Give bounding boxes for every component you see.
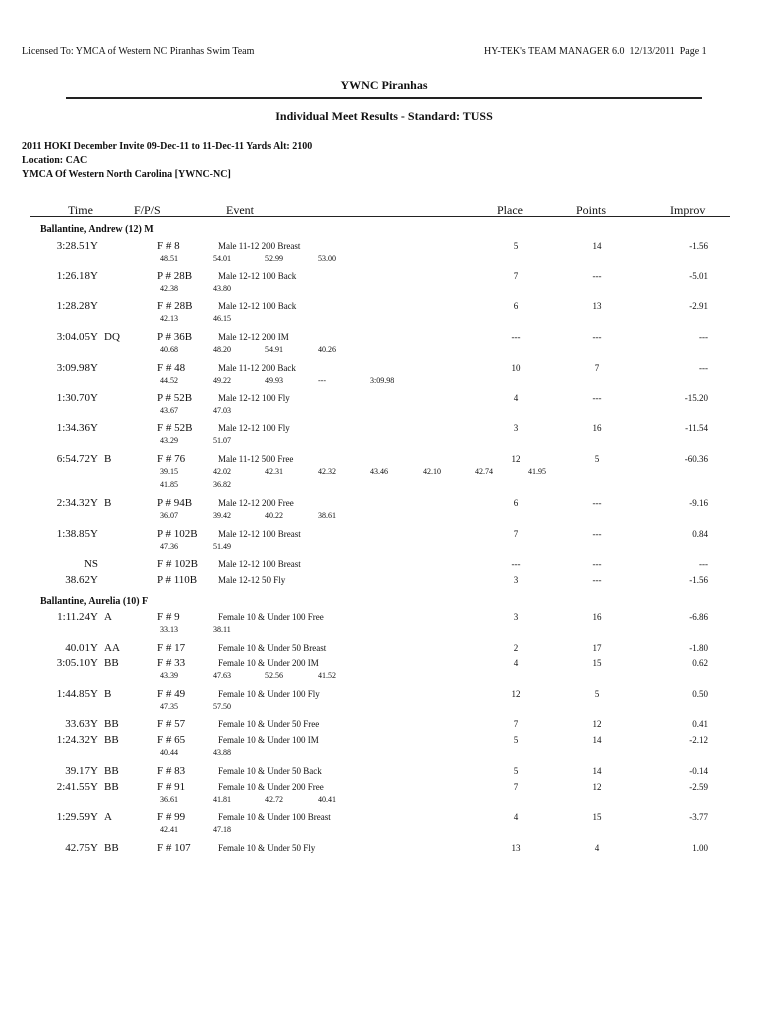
- result-time: 2:34.32Y: [56, 497, 98, 509]
- result-points: ---: [592, 271, 602, 281]
- result-standard: A: [104, 611, 112, 623]
- result-points: 16: [592, 612, 602, 622]
- split-time: 43.29: [160, 436, 178, 445]
- split-time: 44.52: [160, 376, 178, 385]
- split-time: 40.44: [160, 748, 178, 757]
- result-time: 1:28.28Y: [56, 300, 98, 312]
- result-event: Male 12-12 100 Breast: [218, 529, 301, 539]
- result-standard: BB: [104, 734, 119, 746]
- result-event: Female 10 & Under 200 Free: [218, 782, 324, 792]
- result-event: Female 10 & Under 100 Fly: [218, 689, 320, 699]
- split-time: 47.63: [213, 671, 231, 680]
- result-points: 15: [592, 658, 602, 668]
- split-time: 51.49: [213, 542, 231, 551]
- result-improvement: -60.36: [684, 454, 708, 464]
- result-points: 4: [594, 843, 600, 853]
- result-place: 2: [513, 643, 519, 653]
- page-title: YWNC Piranhas: [340, 78, 428, 92]
- result-improvement: -9.16: [689, 498, 708, 508]
- result-time: 6:54.72Y: [56, 453, 98, 465]
- split-time: ---: [318, 376, 326, 385]
- col-improv: Improv: [670, 203, 706, 217]
- result-place: 12: [511, 689, 521, 699]
- split-time: 42.72: [265, 795, 283, 804]
- result-place: 3: [513, 612, 519, 622]
- result-time: 1:34.36Y: [56, 422, 98, 434]
- result-time: 1:29.59Y: [56, 811, 98, 823]
- result-improvement: 1.00: [692, 843, 708, 853]
- split-time: 42.38: [160, 284, 178, 293]
- split-time: 40.68: [160, 345, 178, 354]
- result-points: ---: [592, 575, 602, 585]
- result-heat-event: F # 48: [157, 362, 186, 374]
- result-heat-event: F # 9: [157, 611, 180, 623]
- result-time: 1:44.85Y: [56, 688, 98, 700]
- result-points: ---: [592, 529, 602, 539]
- result-heat-event: P # 94B: [157, 497, 193, 509]
- col-place: Place: [497, 203, 523, 217]
- result-points: 14: [592, 766, 602, 776]
- result-place: 5: [513, 766, 519, 776]
- result-place: 7: [513, 271, 519, 281]
- split-time: 49.93: [265, 376, 283, 385]
- result-improvement: ---: [699, 559, 708, 569]
- split-time: 47.35: [160, 702, 178, 711]
- result-heat-event: F # 52B: [157, 422, 193, 434]
- result-event: Female 10 & Under 100 IM: [218, 735, 319, 745]
- result-row: [0, 657, 768, 687]
- result-points: ---: [592, 498, 602, 508]
- split-time: 41.52: [318, 671, 336, 680]
- split-time: 42.74: [475, 467, 493, 476]
- result-points: 16: [592, 423, 602, 433]
- result-improvement: -1.80: [689, 643, 708, 653]
- result-heat-event: F # 65: [157, 734, 186, 746]
- result-points: ---: [592, 393, 602, 403]
- split-time: 51.07: [213, 436, 231, 445]
- split-time: 48.51: [160, 254, 178, 263]
- split-time: 43.80: [213, 284, 231, 293]
- result-time: 3:05.10Y: [56, 657, 98, 669]
- split-time: 36.61: [160, 795, 178, 804]
- result-place: 7: [513, 719, 519, 729]
- result-standard: BB: [104, 781, 119, 793]
- result-improvement: -2.91: [689, 301, 708, 311]
- result-heat-event: P # 28B: [157, 270, 193, 282]
- result-points: 17: [592, 643, 602, 653]
- split-time: 42.10: [423, 467, 441, 476]
- split-time: 41.81: [213, 795, 231, 804]
- result-event: Female 10 & Under 50 Fly: [218, 843, 316, 853]
- result-standard: AA: [104, 642, 120, 654]
- result-time: 2:41.55Y: [56, 781, 98, 793]
- result-standard: BB: [104, 657, 119, 669]
- result-event: Male 12-12 200 Free: [218, 498, 294, 508]
- result-points: ---: [592, 332, 602, 342]
- result-event: Female 10 & Under 100 Breast: [218, 812, 331, 822]
- result-place: 6: [513, 498, 519, 508]
- split-time: 49.22: [213, 376, 231, 385]
- result-points: 15: [592, 812, 602, 822]
- result-standard: B: [104, 453, 112, 465]
- result-row: [0, 392, 768, 422]
- split-time: 43.67: [160, 406, 178, 415]
- result-heat-event: F # 49: [157, 688, 186, 700]
- swimmer-name: Ballantine, Aurelia (10) F: [40, 596, 149, 607]
- split-time: 42.31: [265, 467, 283, 476]
- result-heat-event: F # 8: [157, 240, 180, 252]
- result-place: 3: [513, 423, 519, 433]
- result-event: Male 12-12 100 Back: [218, 301, 297, 311]
- result-improvement: 0.41: [692, 719, 708, 729]
- result-improvement: -2.12: [689, 735, 708, 745]
- result-points: ---: [592, 559, 602, 569]
- result-row: [0, 422, 768, 452]
- result-row: [0, 331, 768, 361]
- team-name: YMCA Of Western North Carolina [YWNC-NC]: [22, 169, 231, 180]
- split-time: 54.91: [265, 345, 283, 354]
- col-points: Points: [576, 203, 607, 217]
- result-row: [0, 811, 768, 841]
- result-place: 6: [513, 301, 519, 311]
- split-time: 57.50: [213, 702, 231, 711]
- result-event: Male 12-12 100 Breast: [218, 559, 301, 569]
- split-time: 43.46: [370, 467, 388, 476]
- result-time: 1:30.70Y: [56, 392, 98, 404]
- result-standard: B: [104, 688, 112, 700]
- result-improvement: 0.62: [692, 658, 708, 668]
- result-row: [0, 688, 768, 718]
- result-improvement: -15.20: [684, 393, 708, 403]
- result-standard: BB: [104, 718, 119, 730]
- result-event: Female 10 & Under 50 Free: [218, 719, 320, 729]
- header-divider: [30, 216, 730, 217]
- result-event: Male 11-12 500 Free: [218, 454, 294, 464]
- result-place: 12: [511, 454, 521, 464]
- result-place: 4: [513, 393, 519, 403]
- result-standard: B: [104, 497, 112, 509]
- split-time: 33.13: [160, 625, 178, 634]
- title-divider: [66, 97, 702, 99]
- split-time: 41.85: [160, 480, 178, 489]
- result-heat-event: F # 102B: [157, 558, 198, 570]
- result-improvement: -0.14: [689, 766, 708, 776]
- result-time: 42.75Y: [65, 842, 98, 854]
- result-improvement: ---: [699, 332, 708, 342]
- result-row: [0, 362, 768, 392]
- result-time: NS: [83, 558, 98, 570]
- result-event: Female 10 & Under 50 Back: [218, 766, 322, 776]
- result-place: 7: [513, 529, 519, 539]
- result-event: Male 12-12 100 Back: [218, 271, 297, 281]
- result-place: 5: [513, 241, 519, 251]
- software-name: HY-TEK's TEAM MANAGER 6.0: [484, 46, 625, 57]
- split-time: 43.39: [160, 671, 178, 680]
- result-points: 12: [592, 782, 602, 792]
- col-fps: F/P/S: [134, 203, 161, 217]
- result-row: [0, 240, 768, 270]
- result-points: 5: [594, 454, 600, 464]
- result-row: [0, 497, 768, 527]
- result-place: 10: [511, 363, 521, 373]
- result-event: Male 11-12 200 Back: [218, 363, 296, 373]
- result-place: 13: [511, 843, 521, 853]
- result-time: 33.63Y: [65, 718, 98, 730]
- split-time: 42.32: [318, 467, 336, 476]
- meet-info-line1: 2011 HOKI December Invite 09-Dec-11 to 11-Dec-11 Yards Alt: 2100: [22, 141, 313, 152]
- split-time: 40.41: [318, 795, 336, 804]
- result-points: 13: [592, 301, 602, 311]
- result-time: 1:38.85Y: [56, 528, 98, 540]
- split-time: 42.13: [160, 314, 178, 323]
- split-time: 52.56: [265, 671, 283, 680]
- split-time: 38.11: [213, 625, 231, 634]
- result-time: 3:28.51Y: [56, 240, 98, 252]
- result-time: 1:26.18Y: [56, 270, 98, 282]
- result-improvement: ---: [699, 363, 708, 373]
- result-heat-event: P # 52B: [157, 392, 193, 404]
- result-time: 1:24.32Y: [56, 734, 98, 746]
- result-points: 5: [594, 689, 600, 699]
- result-heat-event: F # 99: [157, 811, 186, 823]
- page-number: Page 1: [679, 46, 707, 57]
- result-row: [0, 734, 768, 764]
- result-place: 5: [513, 735, 519, 745]
- result-points: 12: [592, 719, 602, 729]
- split-time: 43.88: [213, 748, 231, 757]
- result-improvement: -5.01: [689, 271, 708, 281]
- split-time: 36.07: [160, 511, 178, 520]
- result-row: [0, 842, 768, 872]
- result-improvement: -1.56: [689, 241, 708, 251]
- result-heat-event: F # 57: [157, 718, 186, 730]
- split-time: 54.01: [213, 254, 231, 263]
- result-standard: DQ: [104, 331, 120, 343]
- result-place: 3: [513, 575, 519, 585]
- result-row: [0, 453, 768, 489]
- result-heat-event: P # 102B: [157, 528, 198, 540]
- col-event: Event: [226, 203, 254, 217]
- split-time: 41.95: [528, 467, 546, 476]
- split-time: 36.82: [213, 480, 231, 489]
- split-time: 39.42: [213, 511, 231, 520]
- result-improvement: -11.54: [685, 423, 708, 433]
- split-time: 38.61: [318, 511, 336, 520]
- result-standard: BB: [104, 842, 119, 854]
- result-standard: BB: [104, 765, 119, 777]
- result-heat-event: F # 17: [157, 642, 186, 654]
- result-heat-event: F # 76: [157, 453, 186, 465]
- result-heat-event: P # 110B: [157, 574, 198, 586]
- result-points: 14: [592, 241, 602, 251]
- split-time: 3:09.98: [370, 376, 395, 385]
- result-improvement: 0.84: [692, 529, 708, 539]
- split-time: 53.00: [318, 254, 336, 263]
- result-improvement: -2.59: [689, 782, 708, 792]
- result-event: Female 10 & Under 200 IM: [218, 658, 319, 668]
- license-text: Licensed To: YMCA of Western NC Piranhas Swim Team: [22, 46, 255, 57]
- report-date: 12/13/2011: [629, 46, 675, 57]
- result-improvement: 0.50: [692, 689, 708, 699]
- result-row: [0, 528, 768, 558]
- result-improvement: -3.77: [689, 812, 708, 822]
- result-improvement: -6.86: [689, 612, 708, 622]
- split-time: 40.22: [265, 511, 283, 520]
- result-place: 4: [513, 658, 519, 668]
- split-time: 42.41: [160, 825, 178, 834]
- result-heat-event: F # 33: [157, 657, 186, 669]
- split-time: 47.36: [160, 542, 178, 551]
- result-heat-event: F # 107: [157, 842, 191, 854]
- result-event: Male 12-12 100 Fly: [218, 393, 290, 403]
- result-heat-event: F # 83: [157, 765, 186, 777]
- result-place: ---: [511, 332, 521, 342]
- split-time: 48.20: [213, 345, 231, 354]
- result-row: [0, 611, 768, 641]
- result-place: 7: [513, 782, 519, 792]
- split-time: 40.26: [318, 345, 336, 354]
- result-heat-event: F # 91: [157, 781, 186, 793]
- result-event: Male 12-12 100 Fly: [218, 423, 290, 433]
- split-time: 42.02: [213, 467, 231, 476]
- split-time: 39.15: [160, 467, 178, 476]
- split-time: 52.99: [265, 254, 283, 263]
- result-row: [0, 781, 768, 811]
- col-time: Time: [68, 203, 93, 217]
- result-heat-event: P # 36B: [157, 331, 193, 343]
- result-event: Male 12-12 50 Fly: [218, 575, 286, 585]
- result-event: Male 11-12 200 Breast: [218, 241, 301, 251]
- swimmer-name: Ballantine, Andrew (12) M: [40, 224, 154, 235]
- result-heat-event: F # 28B: [157, 300, 193, 312]
- result-points: 7: [594, 363, 600, 373]
- result-time: 40.01Y: [65, 642, 98, 654]
- result-event: Female 10 & Under 50 Breast: [218, 643, 327, 653]
- split-time: 47.03: [213, 406, 231, 415]
- result-standard: A: [104, 811, 112, 823]
- report-subtitle: Individual Meet Results - Standard: TUSS: [275, 109, 493, 123]
- meet-location: Location: CAC: [22, 155, 88, 166]
- split-time: 46.15: [213, 314, 231, 323]
- result-row: [0, 270, 768, 300]
- result-row: [0, 300, 768, 330]
- result-event: Male 12-12 200 IM: [218, 332, 289, 342]
- result-time: 3:04.05Y: [56, 331, 98, 343]
- split-time: 47.18: [213, 825, 231, 834]
- software-info: [484, 46, 707, 57]
- result-time: 39.17Y: [65, 765, 98, 777]
- result-place: 4: [513, 812, 519, 822]
- result-time: 38.62Y: [65, 574, 98, 586]
- result-points: 14: [592, 735, 602, 745]
- result-event: Female 10 & Under 100 Free: [218, 612, 324, 622]
- result-time: 1:11.24Y: [57, 611, 98, 623]
- result-place: ---: [511, 559, 521, 569]
- result-improvement: -1.56: [689, 575, 708, 585]
- result-time: 3:09.98Y: [56, 362, 98, 374]
